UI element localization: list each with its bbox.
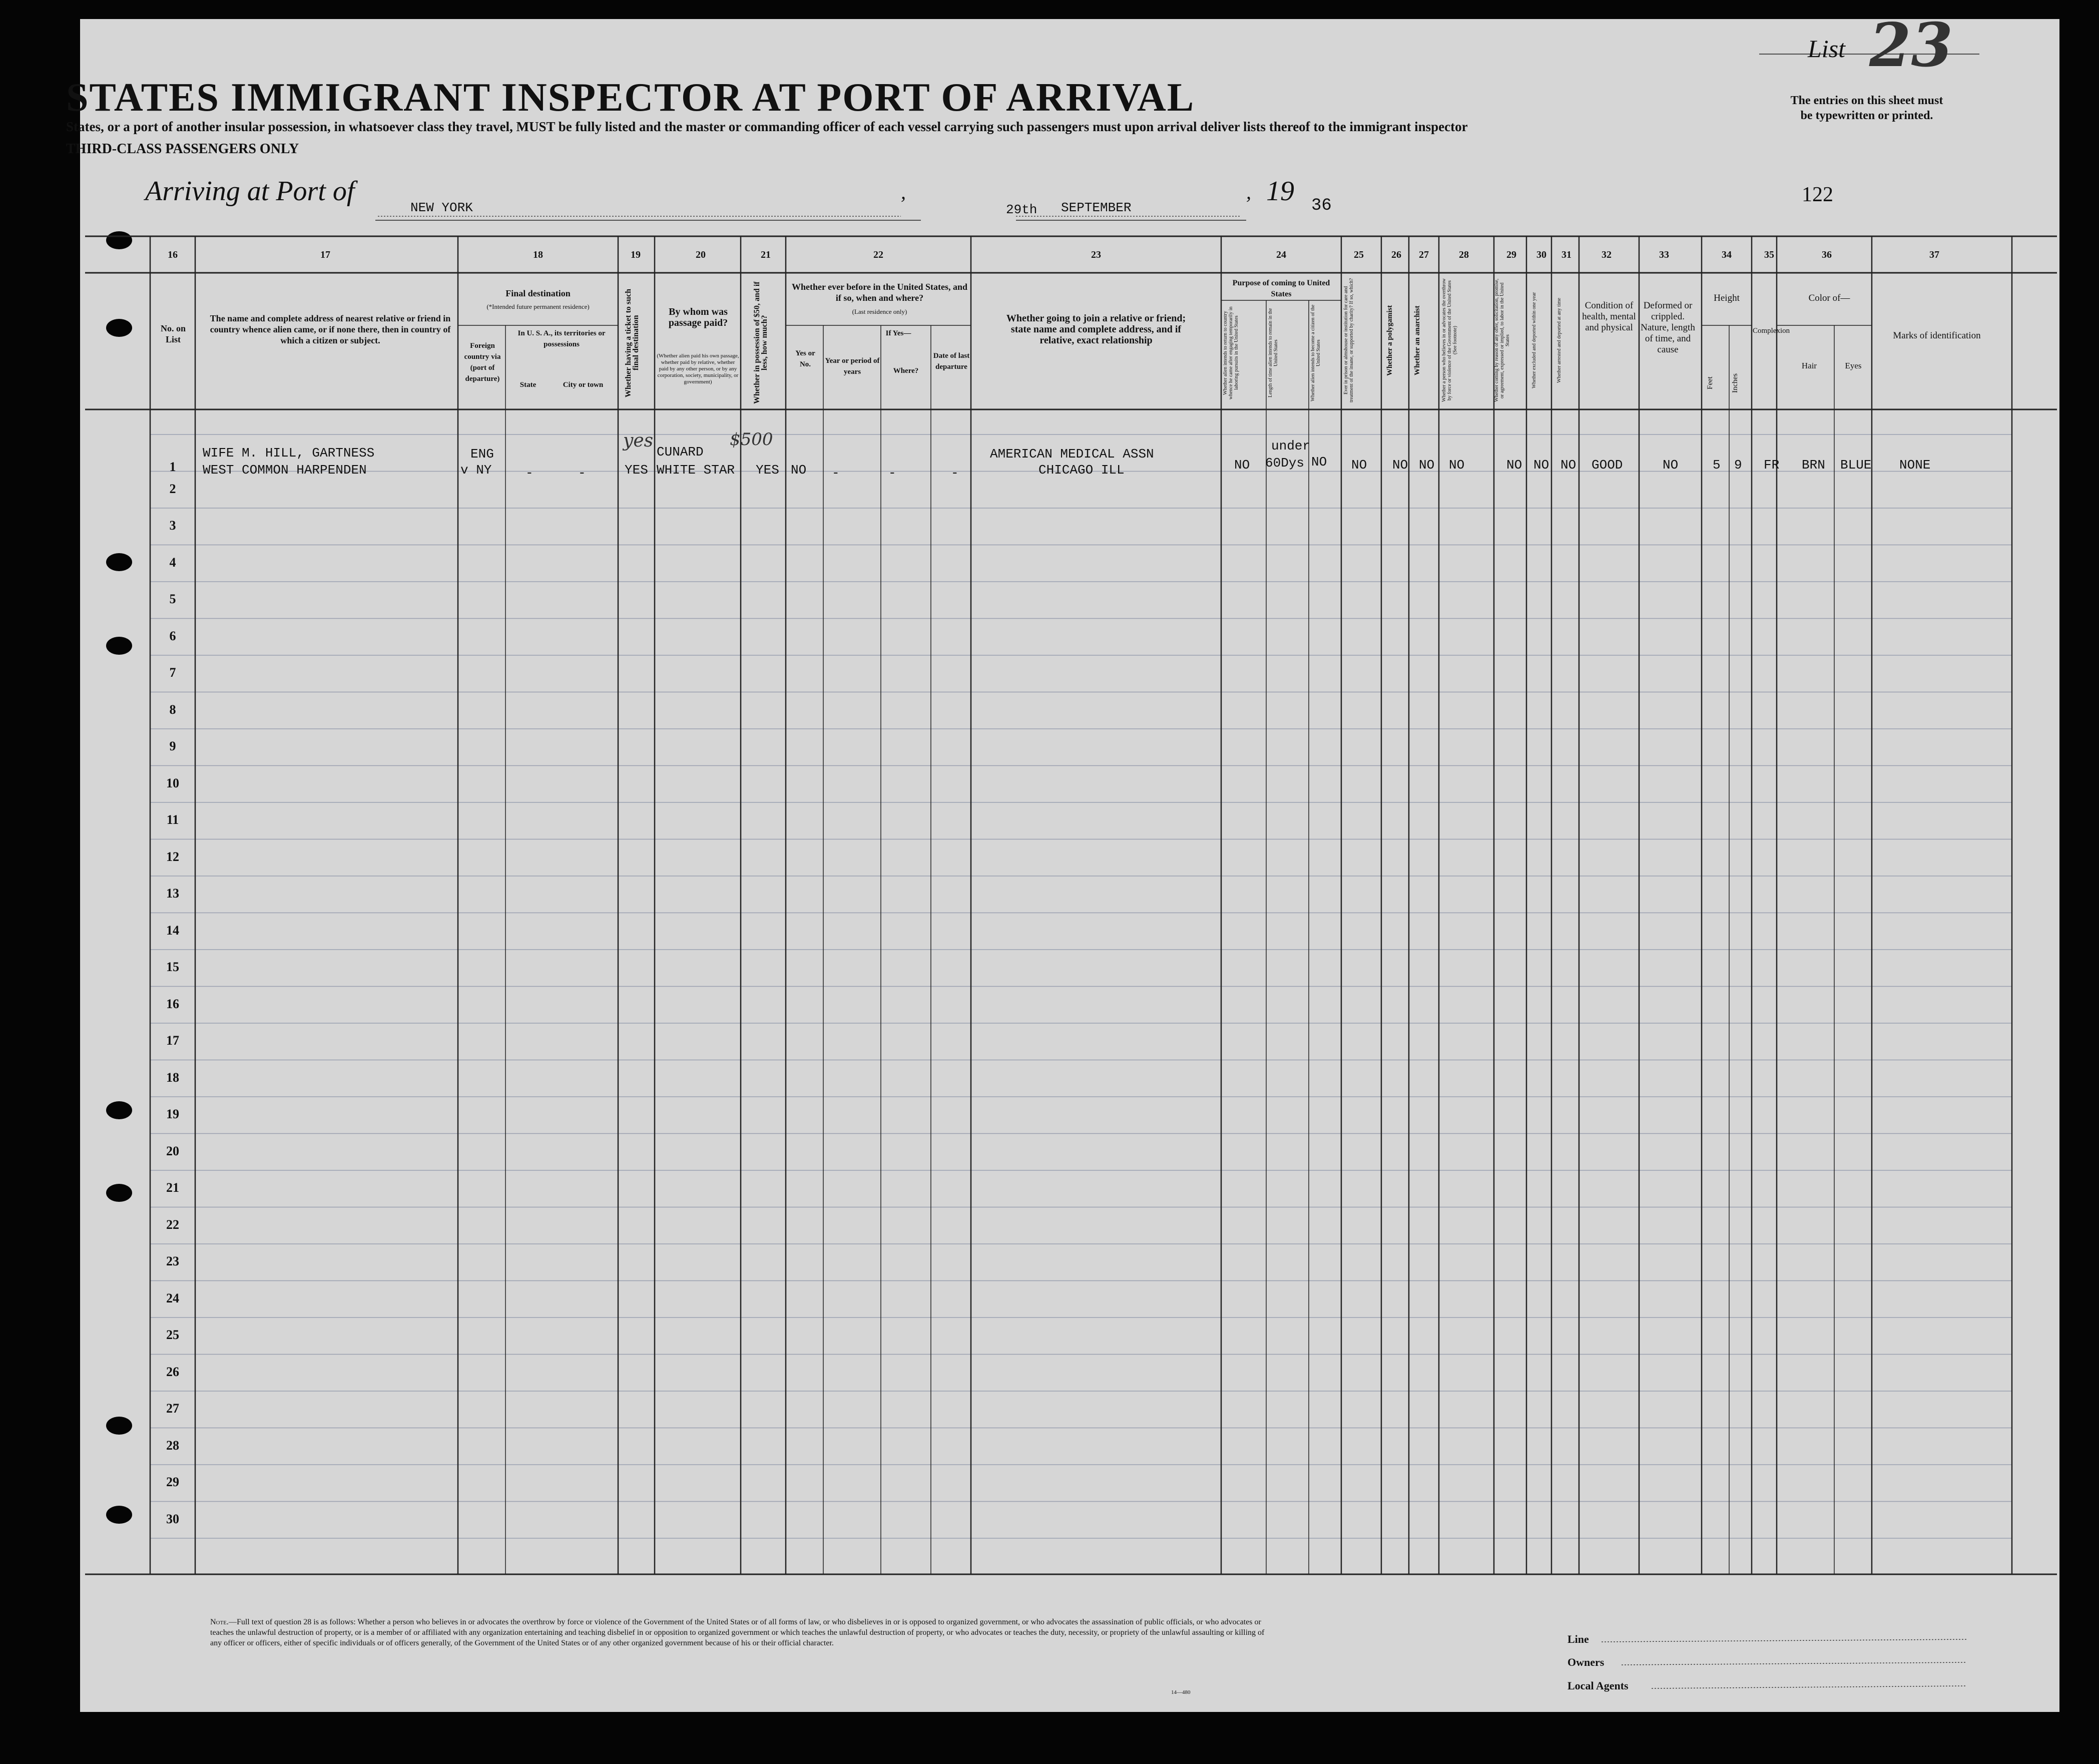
col-num: 28 [1459,249,1469,260]
class-label: THIRD-CLASS PASSENGERS ONLY [66,141,299,157]
col-22-sublabel: (Last residence only) [852,308,907,315]
marks-value: NONE [1899,458,1931,473]
row-number: 15 [166,960,179,974]
col-18-sublabel: (*Intended future permanent residence) [486,303,590,310]
row-number: 9 [169,739,176,753]
row-number: 19 [166,1107,179,1121]
row-number: 11 [166,812,179,827]
col-num: 20 [696,249,706,260]
footnote-label: Note.— [210,1618,237,1626]
col-num: 16 [168,249,178,260]
col-20-heading: By whom was passage paid? [668,306,728,328]
row-number: 22 [166,1217,179,1232]
col-num: 27 [1419,249,1429,260]
length-of-stay: under [1271,438,1311,454]
col-num: 23 [1091,249,1101,260]
notice-line: The entries on this sheet must [1790,94,1943,107]
ticket-value: YES [625,463,648,478]
before-where: - [888,466,896,481]
row-number: 23 [166,1254,179,1268]
col-34-feet: Feet [1706,376,1714,389]
row-number: 1 [169,460,176,474]
col-31-heading: Whether arrested and deported at any time [1556,298,1562,383]
polygamist-value: NO [1392,458,1408,473]
col-num: 36 [1822,249,1832,260]
col-36-eyes: Eyes [1845,361,1862,370]
row-number: 5 [169,592,176,606]
row-number: 16 [166,996,179,1011]
comma: , [901,181,906,203]
join-relative-line: CHICAGO ILL [1038,463,1125,478]
row-number: 17 [166,1033,179,1048]
col-18-heading: Final destination [505,288,571,298]
comma: , [1246,181,1251,203]
return-value: NO [1234,458,1250,473]
complexion-value: FR [1764,458,1780,473]
col-18-state: State [519,381,537,389]
foreign-country: ENG [470,447,494,462]
col-num: 31 [1561,249,1571,260]
day-value: 29th [1006,202,1037,217]
col-num: 22 [873,249,883,260]
col-22-ifyes: If Yes— [885,329,911,337]
form-title: STATES IMMIGRANT INSPECTOR AT PORT OF ARRIVAL [66,76,1195,120]
col-num: 24 [1276,249,1286,260]
line-label: Line [1567,1633,1589,1645]
relative-address-line: WIFE M. HILL, GARTNESS [203,446,375,461]
height-inches: 9 [1734,458,1742,473]
before-date: - [951,466,959,481]
col-num: 17 [320,249,330,260]
col-num: 26 [1391,249,1401,260]
row-number: 28 [166,1438,179,1453]
money-value: YES [756,463,779,478]
overthrow-value: NO [1449,458,1465,473]
col-num: 33 [1659,249,1669,260]
row-number: 6 [169,628,176,643]
col-17-heading: The name and complete address of nearest relative or friend in country whence alien came, or if none there, then in country of which a citizen or subject. [210,313,451,345]
col-24c-heading: Whether alien intends to become a citizen of the United States [1310,304,1321,401]
relative-address-line: WEST COMMON HARPENDEN [203,463,367,478]
col-19-heading: Whether having a ticket to such final destination [624,288,640,397]
col-num: 37 [1929,249,1939,260]
destination-city: - [578,466,586,481]
port-value: NEW YORK [410,200,473,215]
port-of-departure: v NY [460,463,492,478]
row-number: 2 [169,481,176,496]
col-29-heading: Whether coming by reason of any offer, solicitation, promise, or agreement, expressed or implied, to labor in the United States [1494,278,1510,402]
col-18-city: City or town [563,381,604,389]
prison-value: NO [1351,458,1367,473]
col-num: 35 [1764,249,1774,260]
row-number: 18 [166,1070,179,1085]
col-num: 34 [1722,249,1732,260]
row-number: 21 [166,1180,179,1195]
before-years: - [832,466,840,481]
year-suffix: 36 [1311,196,1332,215]
col-22-date: Date of last departure [933,352,970,371]
deformed-value: NO [1663,458,1679,473]
height-feet: 5 [1713,458,1721,473]
col-24a-heading: Whether alien intends to return to country whence he came after engaging temporarily in laboring pursuits in the United States [1223,306,1239,399]
col-21-heading: Whether in possession of $50, and if less, how much? [753,281,769,404]
col-16-heading: No. on List [160,323,186,344]
notice-line: be typewritten or printed. [1800,109,1933,122]
health-value: GOOD [1592,458,1623,473]
col-num: 29 [1506,249,1516,260]
row-number: 13 [166,886,179,901]
col-num: 25 [1354,249,1364,260]
col-20-sublabel: (Whether alien paid his own passage, whether paid by relative, whether paid by any other person, or by any corporation, society, municipality, or government) [657,353,739,385]
eyes-value: BLUE [1840,458,1872,473]
agents-label: Local Agents [1567,1679,1629,1692]
form-code: 14—480 [1171,1689,1191,1695]
row-number: 8 [169,702,176,717]
destination-state: - [526,466,534,481]
col-22-where: Where? [893,367,919,375]
anarchist-value: NO [1419,458,1435,473]
col-24-heading: Purpose of coming to United States [1232,279,1330,298]
row-number: 4 [169,555,176,570]
join-relative-line: AMERICAN MEDICAL ASSN [990,447,1154,462]
row-number: 10 [166,775,179,790]
row-number: 3 [169,518,176,533]
col-34-heading: Height [1714,293,1740,303]
col-30-heading: Whether excluded and deported within one year [1531,292,1537,389]
col-26-heading: Whether a polygamist [1386,305,1394,376]
row-number: 7 [169,665,176,680]
col-18-usa: In U. S. A., its territories or possessions [517,329,606,348]
footnote-text: Full text of question 28 is as follows: Whether a person who believes in or advocates the overthrow by force or violence of the Government of the United States or of all forms of law, or who disbelieves in or is opposed to organized government, or who advocates the assassination of public officials, or who advocates or teaches the unlawful destruction of property, or is a member of or affiliated with any organization entertaining and teaching disbelief in or opposition to organized government or which teaches the unlawful destruction of property, or who advocates or teaches the duty, necessity, or propriety of the unlawful assaulting or killing of any officer or officers, either of specific individuals or of officers generally, of the Government of the United States or of any other organized government because of his or their official character. [210,1618,1265,1647]
row-number: 26 [166,1364,179,1379]
col-num: 19 [631,249,641,260]
col-23-heading: Whether going to join a relative or friend; state name and complete address, and if relative, exact relationship [1006,313,1186,346]
col-33-heading: Deformed or crippled. Nature, length of time, and cause [1641,300,1695,355]
row-number: 30 [166,1511,179,1526]
row-number: 29 [166,1475,179,1489]
before-in-us: NO [791,463,807,478]
arriving-label: Arriving at Port of [145,176,355,207]
excluded-value: NO [1533,458,1549,473]
col-37-heading: Marks of identification [1893,330,1981,341]
col-22-yesno: Yes or No. [795,349,815,368]
col-32-heading: Condition of health, mental and physical [1582,300,1636,333]
month-value: SEPTEMBER [1061,200,1132,215]
col-num: 32 [1602,249,1612,260]
length-of-stay: 60Dys [1265,456,1305,471]
passage-paid-line: WHITE STAR [657,463,735,478]
col-25-heading: Ever in prison or almshouse or institution for care and treatment of the insane, or supported by charity? If so, which? [1343,278,1354,403]
passage-paid-line: CUNARD [657,445,704,460]
col-num: 21 [761,249,771,260]
year-prefix: 19 [1266,176,1294,207]
form-subtitle: States, or a port of another insular possession, in whatsoever class they travel, MUST be fully listed and the master or commanding officer of each vessel carrying such passengers must upon arrival deliver lists thereof to the immigrant inspector [66,119,1468,134]
col-18-foreign: Foreign country via (port of departure) [464,342,501,383]
row-number: 14 [166,923,179,938]
row-number: 27 [166,1401,179,1416]
money-handwritten: $500 [730,429,773,450]
arrested-value: NO [1560,458,1577,473]
col-36-hair: Hair [1801,361,1817,370]
col-num: 30 [1536,249,1546,260]
col-34-inches: Inches [1731,373,1739,393]
hair-value: BRN [1802,458,1825,473]
row-number: 24 [166,1290,179,1305]
col-28-heading: Whether a person who believes in or advocates the overthrow by force or violence of the Government of the United States (See footnote) [1441,278,1458,402]
col-24b-heading: Length of time alien intends to remain in the United States [1268,308,1279,398]
row-number: 25 [166,1328,179,1342]
col-27-heading: Whether an anarchist [1413,305,1421,375]
ticket-handwritten: yes [623,430,654,451]
list-number: 23 [1869,10,1953,81]
col-35-heading: Complexion [1753,327,1790,335]
page-number: 122 [1802,183,1833,206]
row-number: 12 [166,849,179,864]
row-number: 20 [166,1143,179,1158]
col-22-years: Year or period of years [825,357,880,376]
col-num: 18 [533,249,543,260]
col-36-heading: Color of— [1808,293,1850,303]
offer-value: NO [1506,458,1522,473]
citizen-value: NO [1311,455,1327,470]
owners-label: Owners [1567,1656,1605,1668]
col-22-heading: Whether ever before in the United States, and if so, when and where? [792,282,967,303]
list-label: List [1808,35,1846,63]
